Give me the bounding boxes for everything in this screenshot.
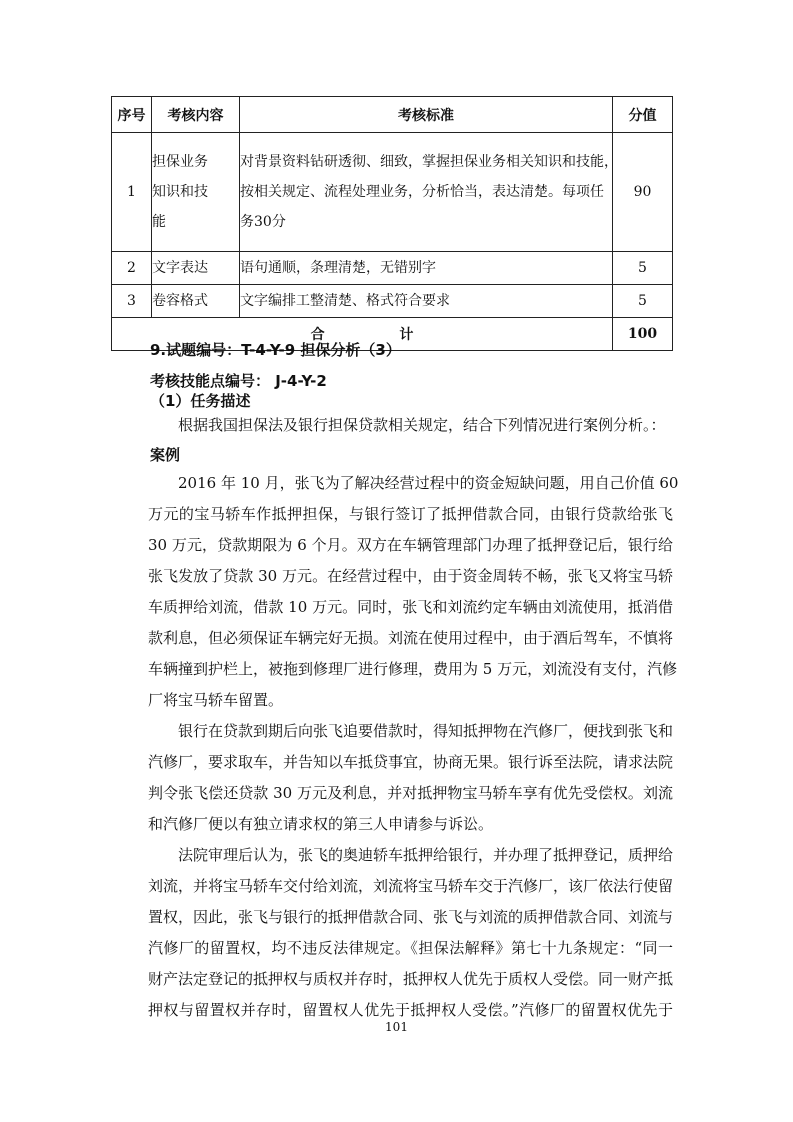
header-content: 考核内容: [152, 97, 240, 133]
case-paragraph-2: [148, 716, 673, 840]
row-no: 1: [112, 133, 152, 252]
header-score: 分值: [613, 97, 673, 133]
case-paragraph-1: [148, 468, 679, 716]
grading-table: [111, 96, 673, 351]
question-heading: 9.试题编号：T-4-Y-9 担保分析（3）: [150, 341, 401, 359]
table-header-row: [112, 97, 673, 133]
row-content: [152, 133, 240, 252]
paragraph-line: 押权与留置权并存时，留置权人优先于抵押权人受偿。”汽修厂的留置权优先于: [148, 1001, 673, 1019]
table-row: [112, 285, 673, 318]
paragraph-line: 法院审理后认为，张飞的奥迪轿车抵押给银行，并办理了抵押登记，质押给: [178, 846, 674, 864]
row-content: 卷容格式: [152, 285, 240, 318]
paragraph-line: 置权，因此，张飞与银行的抵押借款合同、张飞与刘流的质押借款合同、刘流与: [148, 908, 674, 926]
standard-line: 对背景资料钻研透彻、细致，掌握担保业务相关知识和技能，: [240, 154, 618, 170]
row-standard: 语句通顺，条理清楚，无错别字: [240, 252, 613, 285]
paragraph-line: 车质押给刘流，借款 10 万元。同时，张飞和刘流约定车辆由刘流使用，抵消借: [148, 598, 673, 616]
content-line: 能: [152, 214, 166, 230]
paragraph-line: 汽修厂的留置权，均不违反法律规定。《担保法解释》第七十九条规定：“同一: [148, 939, 673, 957]
total-label: 合 计: [112, 318, 613, 351]
table-row: [112, 252, 673, 285]
total-value: 100: [613, 318, 673, 351]
case-label: 案例: [150, 446, 181, 464]
header-standard: 考核标准: [240, 97, 613, 133]
paragraph-line: 判令张飞偿还贷款 30 万元及利息，并对抵押物宝马轿车享有优先受偿权。刘流: [148, 784, 673, 802]
standard-line: 务30分: [240, 214, 286, 230]
task-title: （1）任务描述: [150, 392, 251, 410]
intro-text: 根据我国担保法及银行担保贷款相关规定，结合下列情况进行案例分析。：: [178, 416, 666, 434]
paragraph-line: 厂将宝马轿车留置。: [148, 691, 284, 709]
row-content: 文字表达: [152, 252, 240, 285]
paragraph-line: 30 万元，贷款期限为 6 个月。双方在车辆管理部门办理了抵押登记后，银行给: [148, 536, 673, 554]
paragraph-line: 2016 年 10 月，张飞为了解决经营过程中的资金短缺问题，用自己价值 60: [178, 474, 679, 492]
paragraph-line: 款利息，但必须保证车辆完好无损。刘流在使用过程中，由于酒后驾车，不慎将: [148, 629, 674, 647]
paragraph-line: 张飞发放了贷款 30 万元。在经营过程中，由于资金周转不畅，张飞又将宝马轿: [148, 567, 673, 585]
page-number: 101: [385, 1020, 408, 1034]
skill-code: 考核技能点编号： J-4-Y-2: [150, 372, 327, 390]
header-no: 序号: [112, 97, 152, 133]
content-line: 担保业务: [152, 154, 208, 170]
row-standard: 文字编排工整清楚、格式符合要求: [240, 285, 613, 318]
table-row: [112, 133, 673, 252]
row-score: 5: [613, 285, 673, 318]
row-score: 90: [613, 133, 673, 252]
standard-line: 按相关规定、流程处理业务，分析恰当，表达清楚。每项任: [240, 184, 604, 200]
paragraph-line: 刘流，并将宝马轿车交付给刘流，刘流将宝马轿车交于汽修厂，该厂依法行使留: [148, 877, 674, 895]
row-no: 2: [112, 252, 152, 285]
paragraph-line: 汽修厂，要求取车，并告知以车抵贷事宜，协商无果。银行诉至法院，请求法院: [148, 753, 674, 771]
content-line: 知识和技: [152, 184, 208, 200]
case-paragraph-3: [148, 840, 673, 1026]
row-score: 5: [613, 252, 673, 285]
paragraph-line: 万元的宝马轿车作抵押担保，与银行签订了抵押借款合同，由银行贷款给张飞: [148, 505, 673, 523]
row-no: 3: [112, 285, 152, 318]
row-standard: [240, 133, 618, 252]
paragraph-line: 车辆撞到护栏上，被拖到修理厂进行修理，费用为 5 万元，刘流没有支付，汽修: [148, 660, 678, 678]
paragraph-line: 银行在贷款到期后向张飞追要借款时，得知抵押物在汽修厂，便找到张飞和: [178, 722, 674, 740]
paragraph-line: 财产法定登记的抵押权与质权并存时，抵押权人优先于质权人受偿。同一财产抵: [148, 970, 674, 988]
paragraph-line: 和汽修厂便以有独立请求权的第三人申请参与诉讼。: [148, 815, 494, 833]
